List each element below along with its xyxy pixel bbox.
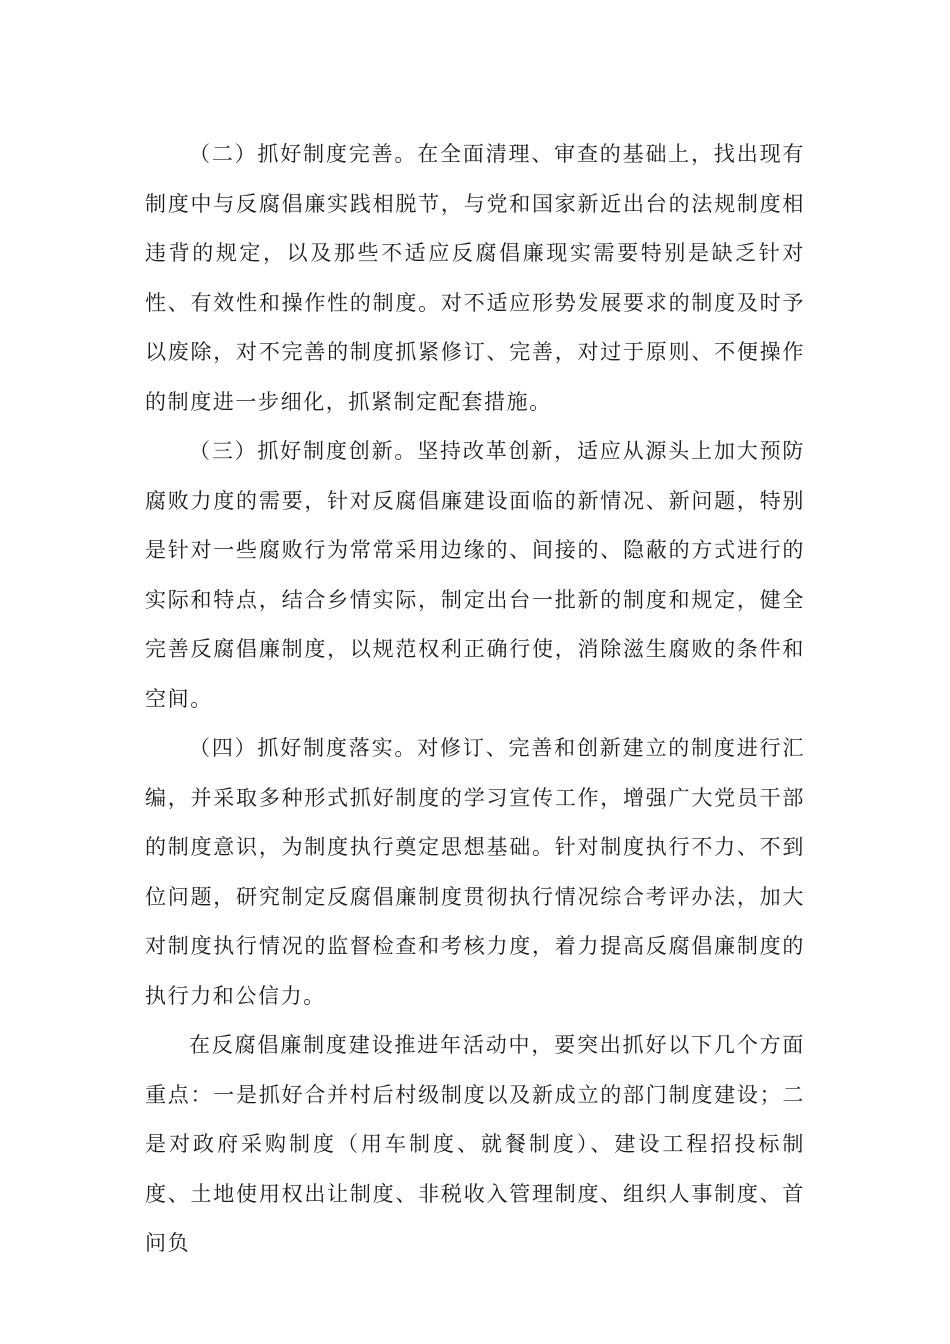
document-body xyxy=(145,130,805,1269)
paragraph-section-3: （三）抓好制度创新。坚持改革创新，适应从源头上加大预防腐败力度的需要，针对反腐倡廉建设面临的新情况、新问题，特别是针对一些腐败行为常常采用边缘的、间接的、隐蔽的方式进行的实际和特点，结合乡情实际，制定出台一批新的制度和规定，健全完善反腐倡廉制度，以规范权利正确行使，消除滋生腐败的条件和空间。 xyxy=(145,439,805,711)
paragraph-section-2: （二）抓好制度完善。在全面清理、审查的基础上，找出现有制度中与反腐倡廉实践相脱节，与党和国家新近出台的法规制度相违背的规定，以及那些不适应反腐倡廉现实需要特别是缺乏针对性、有效性和操作性的制度。对不适应形势发展要求的制度及时予以废除，对不完善的制度抓紧修订、完善，对过于原则、不便操作的制度进一步细化，抓紧制定配套措施。 xyxy=(145,142,805,414)
paragraph-section-4: （四）抓好制度落实。对修订、完善和创新建立的制度进行汇编，并采取多种形式抓好制度的学习宣传工作，增强广大党员干部的制度意识，为制度执行奠定思想基础。针对制度执行不力、不到位问题，研究制定反腐倡廉制度贯彻执行情况综合考评办法，加大对制度执行情况的监督检查和考核力度，着力提高反腐倡廉制度的执行力和公信力。 xyxy=(145,736,805,1008)
paragraph-key-points: 在反腐倡廉制度建设推进年活动中，要突出抓好以下几个方面重点：一是抓好合并村后村级制度以及新成立的部门制度建设；二是对政府采购制度（用车制度、就餐制度）、建设工程招投标制度、土地使用权出让制度、非税收入管理制度、组织人事制度、首问负 xyxy=(145,1033,805,1255)
